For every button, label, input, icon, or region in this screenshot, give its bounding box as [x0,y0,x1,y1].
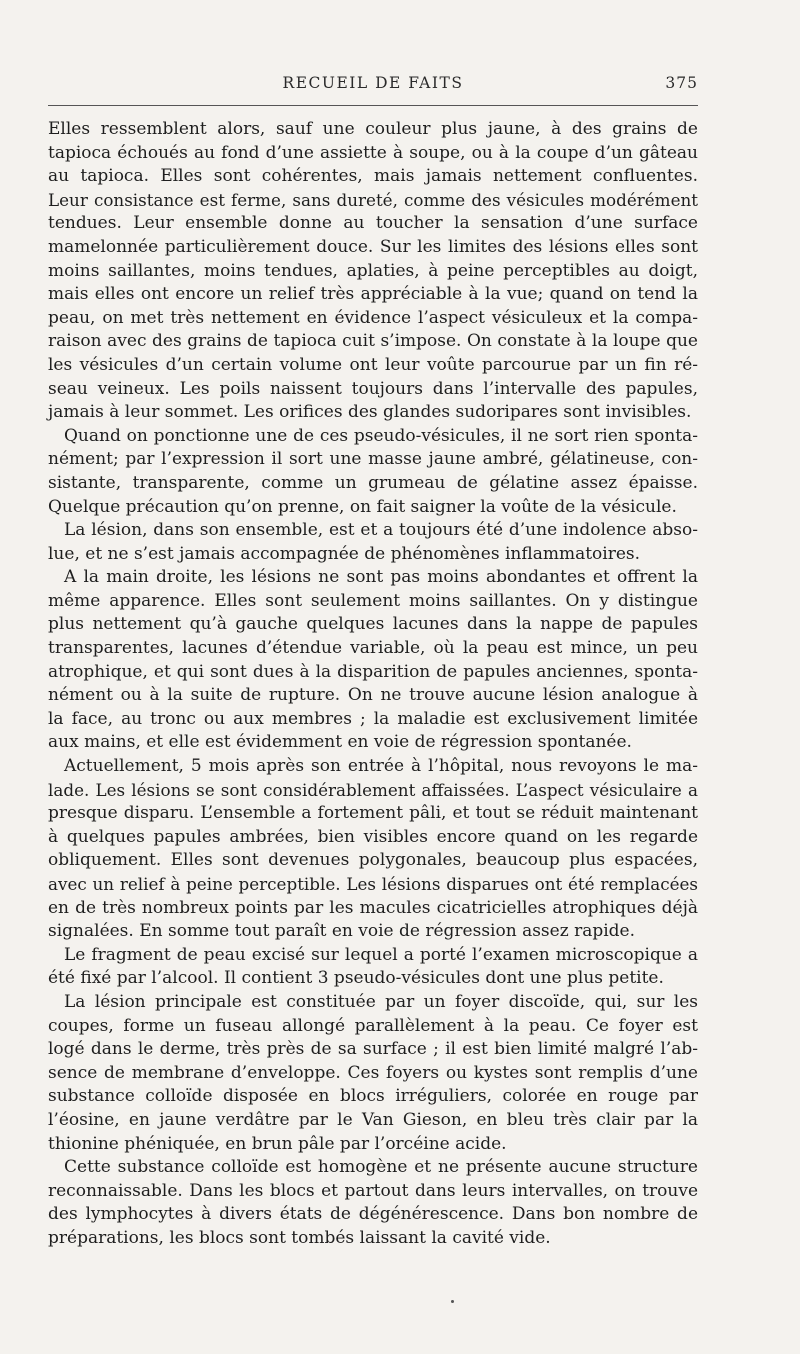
text-line: seau veineux. Les poils naissent toujours dans l’intervalle des papules, [48,378,698,399]
paragraph [48,118,698,425]
text-line: Leur consistance est ferme, sans dureté, comme des vésicules modérément [48,189,698,210]
text-line: Cette substance colloïde est homogène et ne présente aucune structure [64,1157,698,1178]
text-line: Elles ressemblent alors, sauf une couleur plus jaune, à des grains de [48,119,698,139]
text-line: peau, on met très nettement en évidence l’aspect vésiculeux et la compa- [48,307,698,328]
text-line: au tapioca. Elles sont cohérentes, mais jamais nettement confluentes. [48,166,698,187]
text-line: substance colloïde disposée en blocs irréguliers, colorée en rouge par [48,1086,698,1107]
text-line: en de très nombreux points par les macules cicatricielles atrophiques déjà [48,897,698,918]
text-line: Actuellement, 5 mois après son entrée à l’hôpital, nous revoyons le ma- [64,756,698,777]
paragraph [48,425,698,519]
text-line: plus nettement qu’à gauche quelques lacunes dans la nappe de papules [48,614,698,635]
text-line: jamais à leur sommet. Les orifices des glandes sudoripares sont invisibles. [48,402,692,423]
text-line: lue, et ne s’est jamais accompagnée de phénomènes inflammatoires. [48,543,641,564]
text-line: sence de membrane d’enveloppe. Ces foyers ou kystes sont remplis d’une [48,1062,698,1083]
text-line: tendues. Leur ensemble donne au toucher la sensation d’une surface [48,213,698,234]
paragraph [48,1156,698,1250]
body-text [48,118,698,1251]
paragraph [48,755,698,944]
running-head [48,74,698,96]
text-line: obliquement. Elles sont devenues polygonales, beaucoup plus espacées, [48,850,698,871]
text-line: raison avec des grains de tapioca cuit s’impose. On constate à la loupe que [48,331,698,352]
text-line: avec un relief à peine perceptible. Les lésions disparues ont été remplacées [48,874,698,894]
text-line: La lésion, dans son ensemble, est et a toujours été d’une indolence abso- [64,520,698,541]
text-line: l’éosine, en jaune verdâtre par le Van Gieson, en bleu très clair par la [48,1109,698,1130]
text-line: aux mains, et elle est évidemment en voie de régression spontanée. [48,732,632,753]
text-line: mamelonnée particulièrement douce. Sur les limites des lésions elles sont [48,236,698,257]
text-line: préparations, les blocs sont tombés laissant la cavité vide. [48,1227,551,1248]
text-line: Le fragment de peau excisé sur lequel a porté l’examen microscopique a [64,944,698,965]
text-line: même apparence. Elles sont seulement moins saillantes. On y distingue [48,590,698,611]
text-line: Quand on ponctionne une de ces pseudo-vésicules, il ne sort rien sponta- [64,425,698,446]
text-line: A la main droite, les lésions ne sont pas moins abondantes et offrent la [64,567,698,588]
text-line: Quelque précaution qu’on prenne, on fait saigner la voûte de la vésicule. [48,496,677,517]
text-line: moins saillantes, moins tendues, aplaties, à peine perceptibles au doigt, [48,260,698,281]
text-line: coupes, forme un fuseau allongé parallèlement à la peau. Ce foyer est [48,1015,698,1036]
text-line: La lésion principale est constituée par un foyer discoïde, qui, sur les [64,991,698,1012]
running-head-title: RECUEIL DE FAITS [282,74,464,92]
paragraph [48,519,698,566]
paragraph [48,944,698,991]
text-line: mais elles ont encore un relief très appréciable à la vue; quand on tend la [48,284,698,305]
text-line: la face, au tronc ou aux membres ; la maladie est exclusivement limitée [48,708,698,729]
text-line: lade. Les lésions se sont considérablement affaissées. L’aspect vésiculaire a [48,779,698,800]
text-line: les vésicules d’un certain volume ont leur voûte parcourue par un fin ré- [48,354,698,375]
text-line: presque disparu. L’ensemble a fortement pâli, et tout se réduit maintenant [48,803,698,824]
text-line: été fixé par l’alcool. Il contient 3 pseudo-vésicules dont une plus petite. [48,968,664,989]
page-number: 375 [665,74,698,92]
text-line: signalées. En somme tout paraît en voie de régression assez rapide. [48,921,636,942]
text-line: transparentes, lacunes d’étendue variable, où la peau est mince, un peu [48,638,698,659]
text-line: nément ou à la suite de rupture. On ne trouve aucune lésion analogue à [48,685,698,706]
text-line: des lymphocytes à divers états de dégénérescence. Dans bon nombre de [48,1204,698,1225]
text-line: nément; par l’expression il sort une masse jaune ambré, gélatineuse, con- [48,449,698,470]
text-line: sistante, transparente, comme un grumeau de gélatine assez épaisse. [48,472,698,493]
text-line: atrophique, et qui sont dues à la disparition de papules anciennes, sponta- [48,661,698,682]
text-line: tapioca échoués au fond d’une assiette à soupe, ou à la coupe d’un gâteau [48,142,698,163]
text-line: à quelques papules ambrées, bien visibles encore quand on les regarde [48,826,698,847]
paragraph [48,566,698,755]
header-rule [48,105,698,106]
text-line: logé dans le derme, très près de sa surface ; il est bien limité malgré l’ab- [48,1039,698,1060]
print-speck [451,1300,454,1303]
text-line: thionine phéniquée, en brun pâle par l’orcéine acide. [48,1133,507,1154]
text-line: reconnaissable. Dans les blocs et partout dans leurs intervalles, on trouve [48,1180,698,1201]
paragraph [48,991,698,1156]
